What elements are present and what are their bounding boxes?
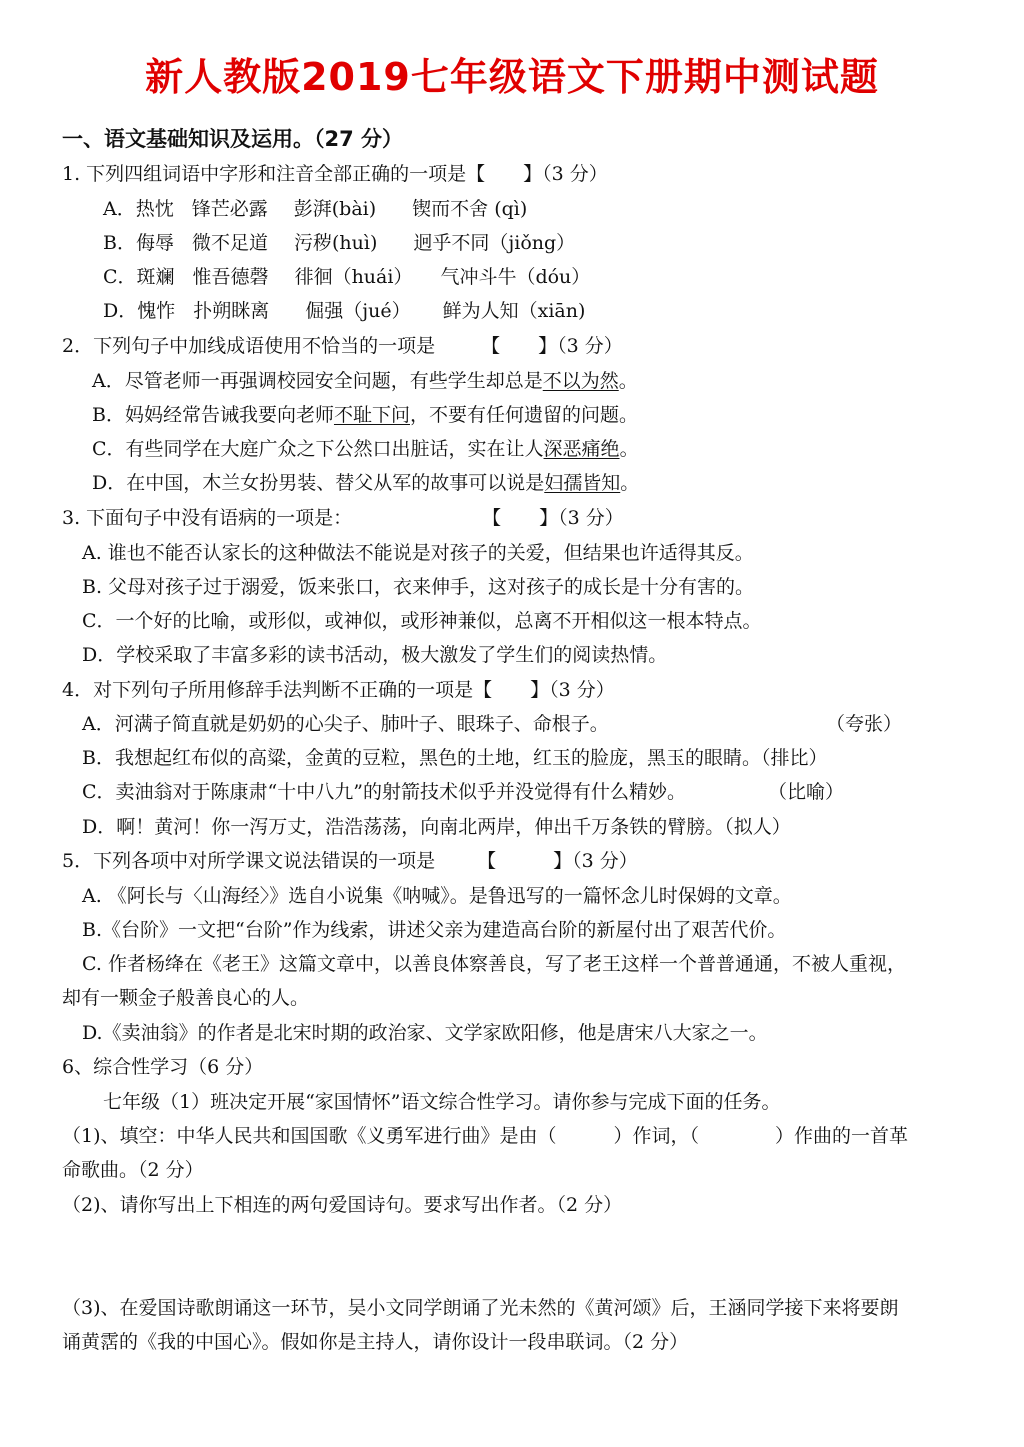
page-title: 新人教版2019七年级语文下册期中测试题 — [145, 55, 879, 99]
q2-option-d: D．在中国，木兰女扮男装、替父从军的故事可以说是妇孺皆知。 — [92, 472, 640, 494]
q1-option-d: D．愧怍 扑朔眯离 倔强（jué） 鲜为人知（xiān) — [103, 300, 586, 322]
q3-option-b: B. 父母对孩子过于溺爱，饭来张口，衣来伸手，这对孩子的成长是十分有害的。 — [82, 576, 755, 598]
q6-stem: 6、综合性学习（6 分） — [62, 1056, 264, 1078]
q2-stem: 2．下列句子中加线成语使用不恰当的一项是 【 】（3 分） — [62, 335, 623, 357]
q6-part3-line2: 诵黄霑的《我的中国心》。假如你是主持人，请你设计一段串联词。（2 分） — [62, 1331, 689, 1353]
q6-part1-line2: 命歌曲。（2 分） — [62, 1159, 204, 1181]
q3-stem: 3. 下面句子中没有语病的一项是： 【 】（3 分） — [62, 507, 624, 529]
q6-part1-line1: （1)、填空：中华人民共和国国歌《义勇军进行曲》是由（ ）作词，（ ）作曲的一首革 — [62, 1125, 909, 1147]
q6-part3-line1: （3)、在爱国诗歌朗诵这一环节，吴小文同学朗诵了光未然的《黄河颂》后，王涵同学接下来将要朗 — [62, 1297, 899, 1319]
q6-part2: （2)、请你写出上下相连的两句爱国诗句。要求写出作者。（2 分） — [62, 1194, 623, 1216]
q2-option-b: B．妈妈经常告诫我要向老师不耻下问，不要有任何遗留的问题。 — [92, 404, 638, 426]
q5-stem: 5．下列各项中对所学课文说法错误的一项是 【 】（3 分） — [62, 850, 638, 872]
underlined-idiom: 不以为然 — [542, 370, 619, 392]
q4-option-c: C．卖油翁对于陈康肃“十中八九”的射箭技术似乎并没觉得有什么精妙。 — [82, 781, 686, 803]
q3-option-d: D．学校采取了丰富多彩的读书活动，极大激发了学生们的阅读热情。 — [82, 644, 668, 666]
q4-option-d: D．啊！黄河！你一泻万丈，浩浩荡荡，向南北两岸，伸出千万条铁的臂膀。（拟人） — [82, 816, 791, 838]
q2-option-c: C．有些同学在大庭广众之下公然口出脏话，实在让人深恶痛绝。 — [92, 438, 639, 460]
underlined-idiom: 不耻下问 — [333, 404, 410, 426]
q3-option-c: C．一个好的比喻，或形似，或神似，或形神兼似，总离不开相似这一根本特点。 — [82, 610, 762, 632]
q5-option-d: D.《卖油翁》的作者是北宋时期的政治家、文学家欧阳修，他是唐宋八大家之一。 — [82, 1022, 768, 1044]
q1-option-c: C．斑斓 惟吾德磬 徘徊（huái） 气冲斗牛（dóu） — [103, 266, 591, 288]
q4-option-b: B．我想起红布似的高粱，金黄的豆粒，黑色的土地，红玉的脸庞，黑玉的眼睛。（排比） — [82, 747, 828, 769]
q1-option-a: A．热忱 锋芒必露 彭湃(bài) 锲而不舍 (qì) — [103, 198, 528, 220]
q5-option-c-line1: C. 作者杨绛在《老王》这篇文章中，以善良体察善良，写了老王这样一个普普通通，不被人重视， — [82, 953, 906, 975]
q2-option-a: A．尽管老师一再强调校园安全问题，有些学生却总是不以为然。 — [92, 370, 638, 392]
underlined-idiom: 妇孺皆知 — [544, 472, 621, 494]
q5-option-a: A. 《阿长与〈山海经〉》选自小说集《呐喊》。是鲁迅写的一篇怀念儿时保姆的文章。 — [82, 885, 792, 907]
q4-option-a: A．河满子简直就是奶奶的心尖子、肺叶子、眼珠子、命根子。 — [82, 713, 609, 735]
q5-option-b: B.《台阶》一文把“台阶”作为线索，讲述父亲为建造高台阶的新屋付出了艰苦代价。 — [82, 919, 787, 941]
section-heading: 一、语文基础知识及运用。（27 分） — [62, 127, 404, 151]
q4-option-a-tag: （夸张） — [826, 713, 903, 735]
q5-option-c-line2: 却有一颗金子般善良心的人。 — [62, 987, 310, 1009]
underlined-idiom: 深恶痛绝 — [543, 438, 620, 460]
q1-option-b: B．侮辱 微不足道 污秽(huì) 迥乎不同（jiǒng） — [103, 232, 576, 254]
q1-stem: 1. 下列四组词语中字形和注音全部正确的一项是【 】（3 分） — [62, 163, 608, 185]
q4-stem: 4．对下列句子所用修辞手法判断不正确的一项是【 】（3 分） — [62, 679, 615, 701]
q3-option-a: A. 谁也不能否认家长的这种做法不能说是对孩子的关爱，但结果也许适得其反。 — [82, 542, 754, 564]
q6-intro: 七年级（1）班决定开展“家国情怀”语文综合性学习。请你参与完成下面的任务。 — [103, 1091, 781, 1113]
q4-option-c-tag: （比喻） — [768, 781, 845, 803]
